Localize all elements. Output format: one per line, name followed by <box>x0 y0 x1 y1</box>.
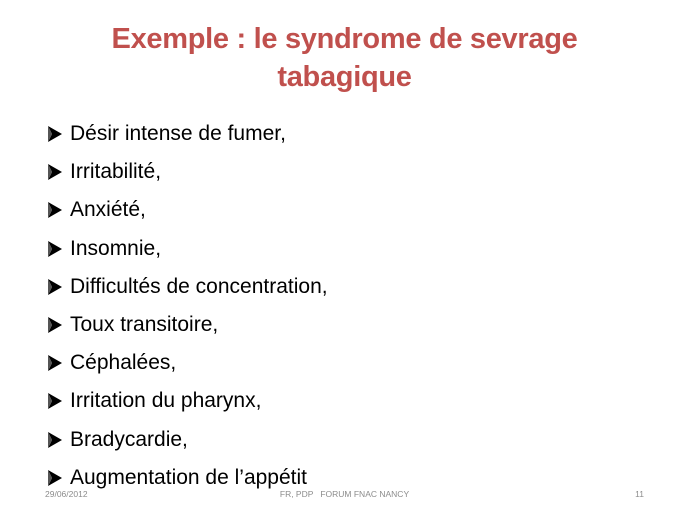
slide-title-line-1: Exemple : le syndrome de sevrage <box>111 23 578 55</box>
list-item <box>46 268 328 306</box>
list-item <box>46 230 328 268</box>
arrow-bullet-icon <box>46 162 64 182</box>
arrow-bullet-icon <box>46 200 64 220</box>
footer-date: 29/06/2012 <box>45 489 88 499</box>
arrow-bullet-icon <box>46 315 64 335</box>
list-item <box>46 382 328 420</box>
arrow-bullet-icon <box>46 468 64 488</box>
list-item <box>46 344 328 382</box>
list-item-text: Difficultés de concentration, <box>70 274 328 298</box>
arrow-bullet-icon <box>46 353 64 373</box>
arrow-bullet-icon <box>46 391 64 411</box>
list-item <box>46 421 328 459</box>
arrow-bullet-icon <box>46 430 64 450</box>
list-item <box>46 306 328 344</box>
list-item-text: Désir intense de fumer, <box>70 122 286 146</box>
list-item-text: Augmentation de l’appétit <box>70 465 307 489</box>
arrow-bullet-icon <box>46 277 64 297</box>
arrow-bullet-icon <box>46 239 64 259</box>
list-item-text: Irritabilité, <box>70 160 162 184</box>
list-item <box>46 153 328 191</box>
list-item-text: Irritation du pharynx, <box>70 389 262 413</box>
bullet-list <box>46 115 328 497</box>
list-item <box>46 191 328 229</box>
footer-page-number: 11 <box>635 489 644 499</box>
slide-title <box>60 20 629 96</box>
slide-title-line-2: tabagique <box>277 61 412 93</box>
footer-center-text: FR, PDP FORUM FNAC NANCY <box>279 489 410 499</box>
list-item-text: Anxiété, <box>70 198 146 222</box>
list-item-text: Bradycardie, <box>70 427 188 451</box>
list-item-text: Toux transitoire, <box>70 313 219 337</box>
list-item <box>46 115 328 153</box>
arrow-bullet-icon <box>46 124 64 144</box>
list-item-text: Céphalées, <box>70 351 177 375</box>
list-item-text: Insomnie, <box>70 236 162 260</box>
